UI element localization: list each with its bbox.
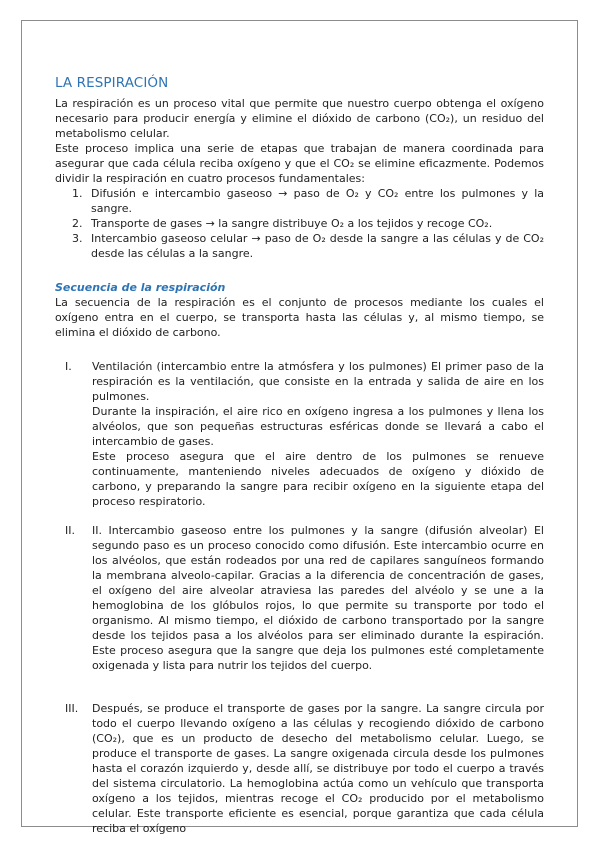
roman-item-transport — [55, 701, 544, 836]
list-item-number: 1. — [72, 187, 83, 200]
roman-list — [55, 359, 544, 836]
document-content — [55, 75, 544, 836]
list-item — [55, 216, 544, 231]
roman-item-diffusion — [55, 523, 544, 673]
list-item-text: Difusión e intercambio gaseoso → paso de O₂ y CO₂ entre los pulmones y la sangre. — [91, 187, 544, 215]
intro-paragraph-2: Este proceso implica una serie de etapas que trabajan de manera coordinada para asegurar que cada célula reciba oxígeno y que el CO₂ se elimine eficazmente. Podemos dividir la respiración en cuatro procesos fundamentales: — [55, 142, 544, 185]
list-item — [55, 186, 544, 216]
roman-numeral: II. — [65, 524, 75, 537]
list-item-text: Intercambio gaseoso celular → paso de O₂ desde la sangre a las células y de CO₂ desde las células a la sangre. — [91, 232, 544, 260]
section-subtitle: Secuencia de la respiración — [55, 281, 226, 294]
document-page — [21, 20, 578, 835]
spacer — [55, 673, 544, 701]
list-item-number: 3. — [72, 232, 83, 245]
roman-paragraph: II. Intercambio gaseoso entre los pulmones y la sangre (difusión alveolar) El segundo paso es un proceso conocido como difusión. Este intercambio ocurre en los alvéolos, que están rodeados por una red de capilares sanguíneos formando la membrana alveolo-capilar. Gracias a la diferencia de concentración de gases, el oxígeno del aire alveolar atraviesa las paredes del alvéolo y se une a la hemoglobina de los glóbulos rojos, lo que permite su transporte por todo el organismo. Al mismo tiempo, el dióxido de carbono transportado por la sangre desde los tejidos pasa a los alvéolos para ser eliminado durante la espiración. Este proceso asegura que la sangre que deja los pulmones esté completamente oxigenada y lista para nutrir los tejidos del cuerpo. — [92, 524, 544, 672]
roman-paragraph: Este proceso asegura que el aire dentro de los pulmones se renueve continuamente, manteniendo niveles adecuados de oxígeno y dióxido de carbono, y preparando la sangre para recibir oxígeno en la siguiente etapa del proceso respiratorio. — [92, 450, 544, 508]
roman-numeral: I. — [65, 360, 72, 373]
roman-paragraph: Durante la inspiración, el aire rico en oxígeno ingresa a los pulmones y llena los alvéolos, que son pequeñas estructuras esféricas donde se llevará a cabo el intercambio de gases. — [92, 405, 544, 448]
roman-numeral: III. — [65, 702, 79, 715]
process-steps-list — [55, 186, 544, 261]
page-title: LA RESPIRACIÓN — [55, 75, 169, 91]
sequence-paragraph: La secuencia de la respiración es el conjunto de procesos mediante los cuales el oxígeno entra en el cuerpo, se transporta hasta las células y, al mismo tiempo, se elimina el dióxido de carbono. — [55, 296, 544, 339]
intro-paragraph-1: La respiración es un proceso vital que permite que nuestro cuerpo obtenga el oxígeno necesario para producir energía y elimine el dióxido de carbono (CO₂), un residuo del metabolismo celular. — [55, 97, 544, 140]
list-item — [55, 231, 544, 261]
list-item-text: Transporte de gases → la sangre distribuye O₂ a los tejidos y recoge CO₂. — [91, 217, 493, 230]
roman-paragraph: Ventilación (intercambio entre la atmósfera y los pulmones) El primer paso de la respiración es la ventilación, que consiste en la entrada y salida de aire en los pulmones. — [92, 360, 544, 403]
list-item-number: 2. — [72, 217, 83, 230]
spacer — [55, 509, 544, 523]
roman-item-ventilation — [55, 359, 544, 509]
roman-paragraph: Después, se produce el transporte de gases por la sangre. La sangre circula por todo el cuerpo llevando oxígeno a las células y recogiendo dióxido de carbono (CO₂), que es un producto de desecho del metabolismo celular. Luego, se produce el transporte de gases. La sangre oxigenada circula desde los pulmones hasta el corazón izquierdo y, desde allí, se distribuye por todo el cuerpo a través del sistema circulatorio. La hemoglobina actúa como un vehículo que transporta oxígeno a los tejidos, mientras recoge el CO₂ producido por el metabolismo celular. Este transporte eficiente es esencial, porque garantiza que cada célula reciba el oxígeno — [92, 702, 544, 835]
